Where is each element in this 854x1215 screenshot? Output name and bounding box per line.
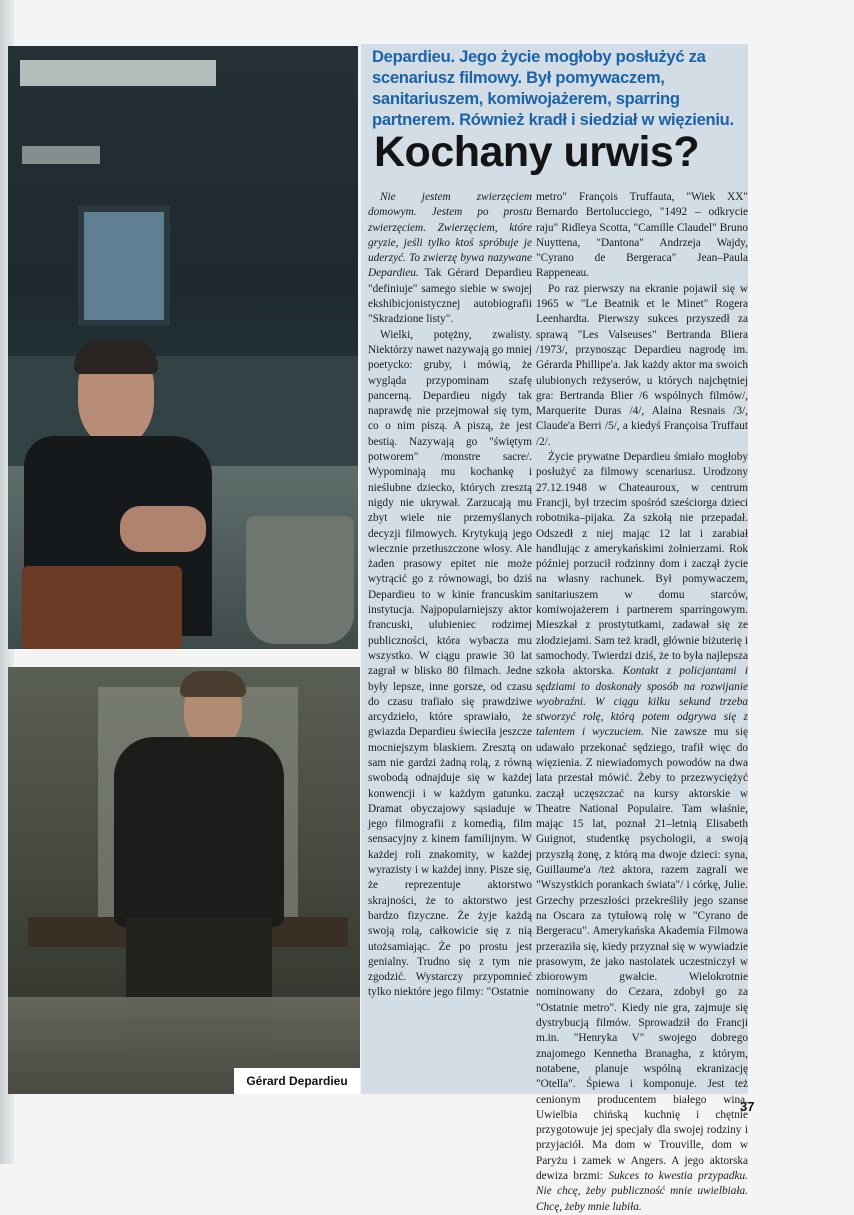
- photo-caption: Gérard Depardieu: [234, 1068, 360, 1094]
- right-paragraph-1: metro" François Truffauta, "Wiek XX" Bernardo Bertolucciego, "1492 – odkrycie raju" Ridleya Scotta, "Camille Claudel" Bruno Nuyttena, "Dantona" Andrzeja Wajdy, "Cyrano de Bergeraca" Jean–Paula Rappeneau.: [536, 191, 748, 280]
- right-paragraph-2: Po raz pierwszy na ekranie pojawił się w 1965 w "Le Beatnik et le Minet" Rogera Leenhardta. Pierwszy sukces przyszedł za sprawą "Les Valseuses" Bertranda Bliera /1973/, przynosząc Depardieu nagrodę im. Gérarda Phillipe'a. Jak każdy aktor ma swoich ulubionych reżyserów, u których najchętniej gra: Bertranda Blier /6 wspólnych filmów/, Marquerite Duras /4/, Alaina Resnais /3/, Claude'a Berri /5/, a kiedyś Françoisa Truffaut /2/.: [536, 282, 748, 448]
- man-hair: [74, 340, 158, 374]
- ceiling-lamp: [20, 60, 216, 86]
- article-column-right: [536, 190, 748, 1215]
- depardieu-body: [114, 737, 284, 927]
- man-hands: [120, 506, 206, 552]
- article-dek: Depardieu. Jego życie mogłoby posłużyć za scenariusz filmowy. Był pomywaczem, sanitariuszem, komiwojażerem, sparring partnerem. Również kradł i siedział w więzieniu.: [372, 47, 734, 129]
- article-headline: Kochany urwis?: [374, 128, 700, 176]
- right-p3-quote: Kontakt z policjantami i sędziami to doskonały sposób na rozwijanie wyobraźni. W ciągu kilku sekund trzeba stworzyć rolę, którą potem odgrywa się z talentem i wyczuciem.: [536, 665, 748, 739]
- left-paragraph-2: Wielki, potężny, zwalisty. Niektórzy nawet nazywają go mniej poetycko: gruby, i mówią, że wygląda przypominam szafę pancerną. Depardieu nigdy tak naprawdę nie przejmował się tym, co o nim piszą. A piszą, że jest bestią. Nazywają go "świętym potworem" /monstre sacre/. Wypominają mu kochankę i nieślubne dziecko, których zresztą nigdy nie ukrywał. Zarzucają mu zbyt wiele nie przemyślanych decyzji filmowych. Krytykują jego wiecznie przetłuszczone włosy. Ale żaden prasowy epitet nie może wytrącić go z równowagi, bo dziś Depardieu to w kinie francuskim instytucja. Najpopularniejszy aktor francuski, ulubieniec rodzimej publiczności, która wybacza mu wszystko. W ciągu prawie 30 lat zagrał w blisko 80 filmach. Jedne były lepsze, inne gorsze, od czasu do czasu trafiało się prawdziwe arcydzieło, które sprawiało, że gwiazda Depardieu świeciła jeszcze mocniejszym blaskiem. Zresztą on sam nie gardzi żadną rolą, z równą swobodą odnajduje się w każdej konwencji i w każdym gatunku. Dramat obyczajowy sąsiaduje w jego filmografii z komedią, film sensacyjny z kinem familijnym. W każdej roli znakomity, w każdej wyrazisty i w każdej inny. Pisze się, że reprezentuje aktorstwo skrajności, że to aktorstwo jest bardzo fizyczne. Że żyje każdą swoją rolą, całkowicie się z nią utożsamiając. Że po prostu jest genialny. Trudno się z tym nie zgodzić. Wystarczy przypomnieć tylko niektóre jego filmy: "Ostatnie: [368, 328, 532, 999]
- page-number: 37: [740, 1099, 755, 1114]
- right-p3-text-a: Życie prywatne Depardieu śmiało mogłoby posłużyć za filmowy scenariusz. Urodzony 27.12.1948 w Chateauroux, w centrum Francji, był trzecim spośród sześciorga dzieci robotnika–pijaka. Za szkołą nie przepadał. Odszedł z niej mając 12 lat i zarabiał handlując z amerykańskimi żołnierzami. Rok później porzucił rodzinny dom i zaczął życie na własny rachunek. Był pomywaczem, sanitariuszem w domu starców, komiwojażerem i partnerem sparringowym. Mieszkał z prostytutkami, zadawał się ze złodziejami. Sam też kradł, głównie biżuterię i samochody. Twierdzi dziś, że to była najlepsza szkoła aktorska.: [536, 451, 748, 678]
- bucket: [246, 516, 354, 644]
- right-p3-text-b: Nie zawsze mu się udawało przekonać sędziego, trafił więc do więzienia. Z niewiadomych powodów na dwa lata przestał mówić. Żeby to przezwyciężyć zaczął uczęszczać na kursy aktorskie w Theatre National Populaire. Tam właśnie, mając 15 lat, poznał 21–letnią Elisabeth Guignot, studentkę psychologii, a swoją przyszłą żonę, z którą ma dwoje dzieci: syna, Guillaume'a /też aktora, razem zagrali we "Wszystkich porankach świata"/ i córkę, Julie. Grzechy przeszłości przekreśliły jego szanse na Oscara za tytułową rolę w "Cyrano de Bergeracu". Amerykańska Akademia Filmowa przeraziła się, kiedy przyznał się w wywiadzie prasowym, że jako nastolatek uczestniczył w zbiorowym gwałcie. Wielokrotnie nominowany do Cezara, zdobył go za "Ostatnie metro". Kiedy nie gra, zajmuje się dystrybucją filmów. Sprowadził do Francji m.in. "Henryka V" swojego dobrego znajomego Kennetha Branagha, z którym, notabene, planuje wspólną ekranizację "Otella". Śpiewa i komponuje. Jest też cenionym producentem białego wina. Uwielbia chińską kuchnię i chętnie przygotowuje jej specjały dla swojej rodziny i przyjaciół. Ma dom w Trouville, dom w Paryżu i zamek w Angers. A jego aktorska dewiza brzmi:: [536, 726, 748, 1182]
- left-paragraph-1: [368, 190, 532, 328]
- photo-top-man-seated: [8, 46, 358, 649]
- depardieu-hair: [180, 671, 246, 697]
- right-paragraph-3: [536, 450, 748, 1215]
- intro-text: Tak Gérard Depardieu "definiuje" samego siebie w swojej ekshibicjonistycznej autobiografii "Skradzione listy".: [368, 267, 532, 326]
- ceiling-lamp-small: [22, 146, 100, 164]
- window: [78, 206, 170, 326]
- photo-gerard-depardieu: [8, 667, 360, 1094]
- chair: [22, 566, 182, 649]
- article-column-left: [368, 190, 532, 1001]
- intro-quote: Nie jestem zwierzęciem domowym. Jestem po prostu zwierzęciem. Zwierzęciem, które gryzie, jeśli tylko ktoś spróbuje je uderzyć. To zwierzę bywa nazywane Depardieu.: [368, 191, 532, 280]
- right-p3-motto: Sukces to kwestia przypadku. Nie chcę, żeby publiczność mnie uwielbiała. Chcę, żeby mnie lubiła.: [536, 1170, 748, 1213]
